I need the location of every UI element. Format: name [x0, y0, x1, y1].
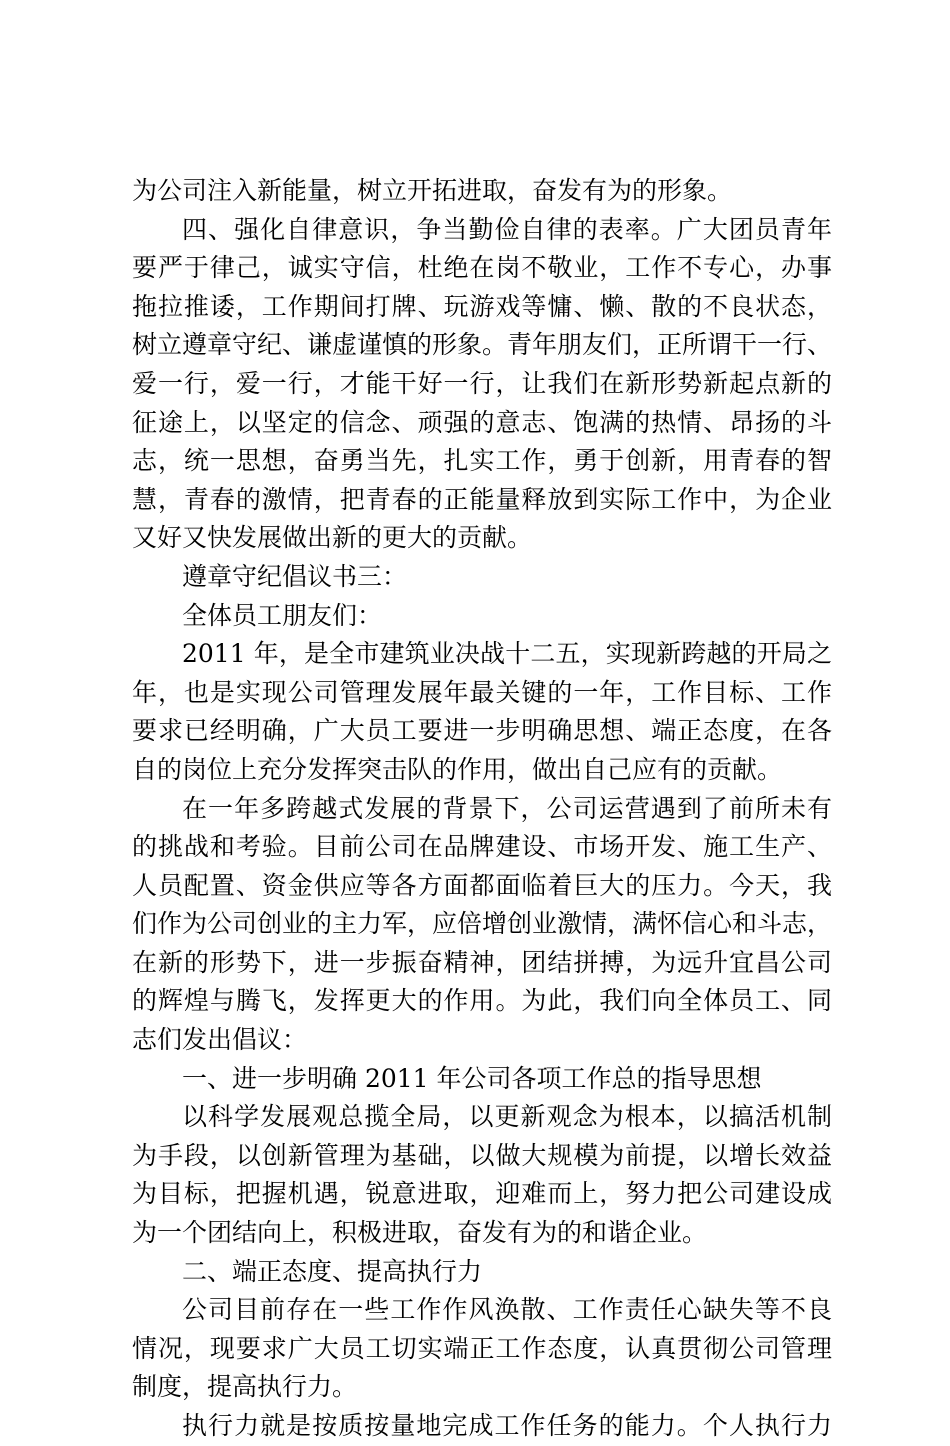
text-line: 为一个团结向上，积极进取，奋发有为的和谐企业。	[132, 1218, 708, 1248]
text-line: 的挑战和考验。目前公司在品牌建设、市场开发、施工生产、	[132, 832, 832, 862]
text-line: 人员配置、资金供应等各方面都面临着巨大的压力。今天，我	[132, 870, 832, 900]
text-line: 情况，现要求广大员工切实端正工作态度，认真贯彻公司管理	[132, 1333, 832, 1363]
text-line: 志，统一思想，奋勇当先，扎实工作，勇于创新，用青春的智	[132, 446, 832, 476]
text-line: 2011 年，是全市建筑业决战十二五，实现新跨越的开局之	[182, 639, 832, 669]
text-line: 志们发出倡议：	[132, 1025, 308, 1055]
text-line: 执行力就是按质按量地完成工作任务的能力。个人执行力	[182, 1411, 832, 1440]
text-line: 在一年多跨越式发展的背景下，公司运营遇到了前所未有	[182, 793, 832, 823]
text-line: 们作为公司创业的主力军，应倍增创业激情，满怀信心和斗志，	[132, 909, 833, 939]
text-line: 年，也是实现公司管理发展年最关键的一年，工作目标、工作	[132, 677, 832, 707]
text-line: 征途上，以坚定的信念、顽强的意志、饱满的热情、昂扬的斗	[132, 407, 832, 437]
text-line: 遵章守纪倡议书三：	[182, 561, 408, 591]
text-line: 要严于律己，诚实守信，杜绝在岗不敬业，工作不专心，办事	[132, 253, 832, 283]
text-line: 拖拉推诿，工作期间打牌、玩游戏等慵、懒、散的不良状态，	[132, 291, 832, 321]
text-line: 为目标，把握机遇，锐意进取，迎难而上，努力把公司建设成	[132, 1179, 832, 1209]
text-line: 二、端正态度、提高执行力	[182, 1256, 483, 1286]
text-line: 又好又快发展做出新的更大的贡献。	[132, 523, 533, 553]
text-line: 树立遵章守纪、谦虚谨慎的形象。青年朋友们，正所谓干一行、	[132, 330, 833, 360]
text-line: 以科学发展观总揽全局，以更新观念为根本，以搞活机制	[182, 1102, 832, 1132]
text-line: 要求已经明确，广大员工要进一步明确思想、端正态度，在各	[132, 716, 832, 746]
text-line: 的辉煌与腾飞，发挥更大的作用。为此，我们向全体员工、同	[132, 986, 832, 1016]
text-line: 全体员工朋友们：	[182, 600, 383, 630]
text-line: 爱一行，爱一行，才能干好一行，让我们在新形势新起点新的	[132, 368, 832, 398]
text-line: 慧，青春的激情，把青春的正能量释放到实际工作中，为企业	[132, 484, 832, 514]
text-line: 四、强化自律意识，争当勤俭自律的表率。广大团员青年	[182, 214, 832, 244]
text-line: 在新的形势下，进一步振奋精神，团结拼搏，为远升宜昌公司	[132, 947, 832, 977]
text-line: 为公司注入新能量，树立开拓进取，奋发有为的形象。	[132, 176, 733, 205]
document-body	[132, 172, 832, 1446]
text-line: 公司目前存在一些工作作风涣散、工作责任心缺失等不良	[182, 1295, 832, 1325]
text-line: 一、进一步明确 2011 年公司各项工作总的指导思想	[182, 1063, 762, 1093]
text-line: 为手段，以创新管理为基础，以做大规模为前提，以增长效益	[132, 1140, 832, 1170]
text-line: 自的岗位上充分发挥突击队的作用，做出自己应有的贡献。	[132, 754, 783, 784]
text-line: 制度，提高执行力。	[132, 1372, 358, 1402]
